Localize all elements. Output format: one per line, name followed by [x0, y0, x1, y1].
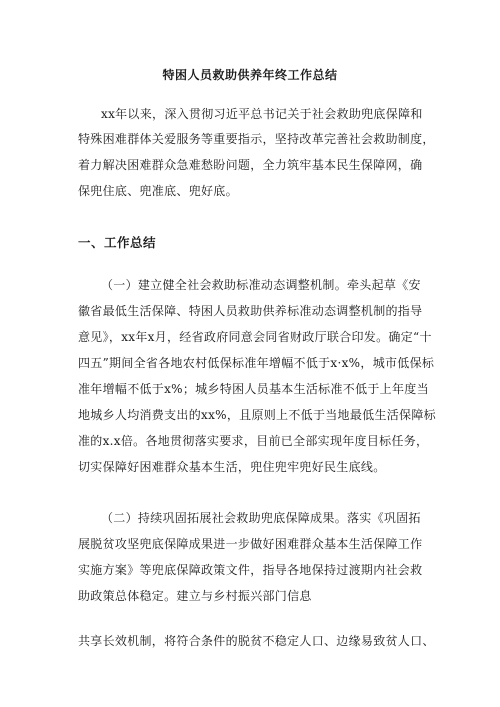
document-title: 特困人员救助供养年终工作总结 [162, 68, 338, 82]
paragraph1-line-3: 意见》，xx年x月，经省政府同意会同省财政厅联合印发。确定“十 [78, 330, 432, 344]
paragraph1-line-6: 地城乡人均消费支出的xx%，且原则上不低于当地最低生活保障标 [78, 408, 436, 422]
paragraph2-line-4: 助政策总体稳定。建立与乡村振兴部门信息 [78, 589, 312, 603]
intro-line-3: 着力解决困难群众急难愁盼问题，全力筑牢基本民生保障网，确 [78, 158, 423, 172]
section-heading: 一、工作总结 [78, 235, 157, 250]
paragraph2-line-3: 实施方案》等兜底保障政策文件，指导各地保持过渡期内社会救 [78, 563, 423, 577]
intro-line-4: 保兜住底、兜准底、兜好底。 [78, 184, 238, 198]
paragraph2-line-1: （二）持续巩固拓展社会救助兜底保障成果。落实《巩固拓 [101, 511, 421, 525]
paragraph1-line-4: 四五”期间全省各地农村低保标准年增幅不低于x·x%，城市低保标 [78, 356, 435, 370]
intro-line-2: 特殊困难群体关爱服务等重要指示，坚持改革完善社会救助制度， [78, 132, 435, 146]
paragraph1-line-5: 准年增幅不低于x%；城乡特困人员基本生活标准不低于上年度当 [78, 382, 429, 396]
paragraph3-line-1: 共享长效机制，将符合条件的脱贫不稳定人口、边缘易致贫人口、 [78, 634, 435, 648]
paragraph1-line-1: （一）建立健全社会救助标准动态调整机制。牵头起草《安 [101, 278, 421, 292]
paragraph2-line-2: 展脱贫攻坚兜底保障成果进一步做好困难群众基本生活保障工作 [78, 537, 423, 551]
paragraph1-line-7: 准的x.x倍。各地贯彻落实要求，目前已全部实现年度目标任务， [78, 434, 429, 448]
intro-line-1: xx年以来，深入贯彻习近平总书记关于社会救助兜底保障和 [101, 107, 423, 121]
paragraph1-line-2: 徽省最低生活保障、特困人员救助供养标准动态调整机制的指导 [78, 304, 423, 318]
paragraph1-line-8: 切实保障好困难群众基本生活，兜住兜牢兜好民生底线。 [78, 460, 386, 474]
